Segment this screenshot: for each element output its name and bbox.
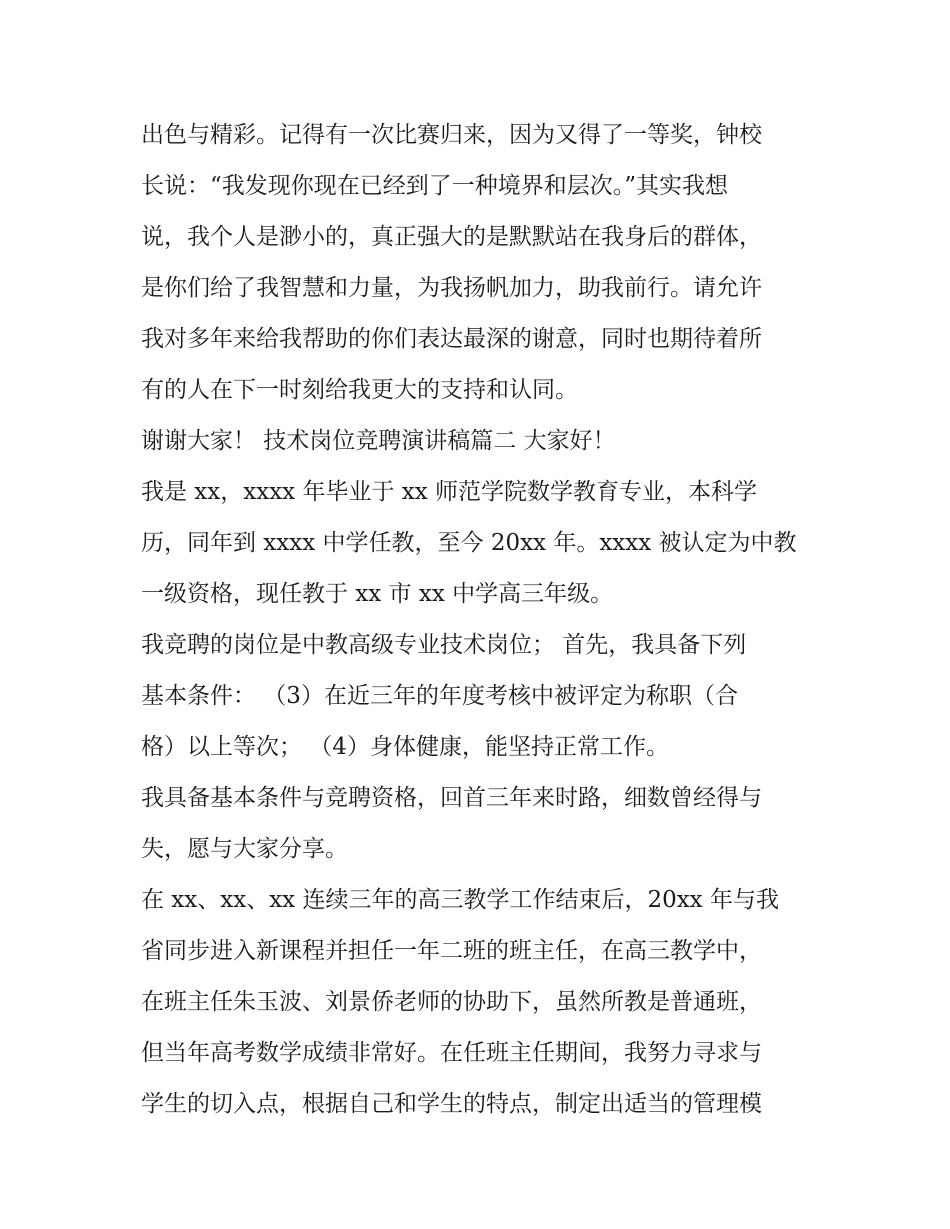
text-line: 失，愿与大家分享。 (141, 836, 348, 862)
text-line: 说，我个人是渺小的，真正强大的是默默站在我身后的群体， (141, 224, 762, 250)
text-line: 在班主任朱玉波、刘景侨老师的协助下，虽然所教是普通班， (141, 989, 762, 1015)
text-line: 我是 xx，xxxx 年毕业于 xx 师范学院数学教育专业，本科学 (141, 479, 758, 505)
text-line: 有的人在下一时刻给我更大的支持和认同。 (141, 377, 578, 403)
text-line: 格）以上等次； （4）身体健康，能坚持正常工作。 (141, 734, 669, 760)
text-line: 学生的切入点，根据自己和学生的特点，制定出适当的管理模 (141, 1091, 762, 1117)
text-line: 我具备基本条件与竞聘资格，回首三年来时路，细数曾经得与 (141, 785, 762, 811)
text-line: 但当年高考数学成绩非常好。在任班主任期间，我努力寻求与 (141, 1040, 762, 1066)
text-line: 长说：“我发现你现在已经到了一种境界和层次。”其实我想 (141, 173, 729, 199)
text-line: 谢谢大家！ 技术岗位竞聘演讲稿篇二 大家好！ (141, 428, 616, 454)
text-line: 省同步进入新课程并担任一年二班的班主任，在高三教学中， (141, 938, 762, 964)
text-line: 历，同年到 xxxx 中学任教，至今 20xx 年。xxxx 被认定为中教 (141, 530, 797, 556)
text-line: 是你们给了我智慧和力量，为我扬帆加力，助我前行。请允许 (141, 275, 762, 301)
text-line: 一级资格，现任教于 xx 市 xx 中学高三年级。 (141, 581, 614, 607)
text-line: 我竞聘的岗位是中教高级专业技术岗位； 首先，我具备下列 (141, 632, 747, 658)
text-line: 出色与精彩。记得有一次比赛归来，因为又得了一等奖，钟校 (141, 122, 762, 148)
text-line: 在 xx、xx、xx 连续三年的高三教学工作结束后，20xx 年与我 (141, 887, 779, 913)
text-line: 我对多年来给我帮助的你们表达最深的谢意，同时也期待着所 (141, 326, 762, 352)
text-line: 基本条件： （3）在近三年的年度考核中被评定为称职（合 (141, 683, 738, 709)
document-body (141, 110, 821, 1130)
